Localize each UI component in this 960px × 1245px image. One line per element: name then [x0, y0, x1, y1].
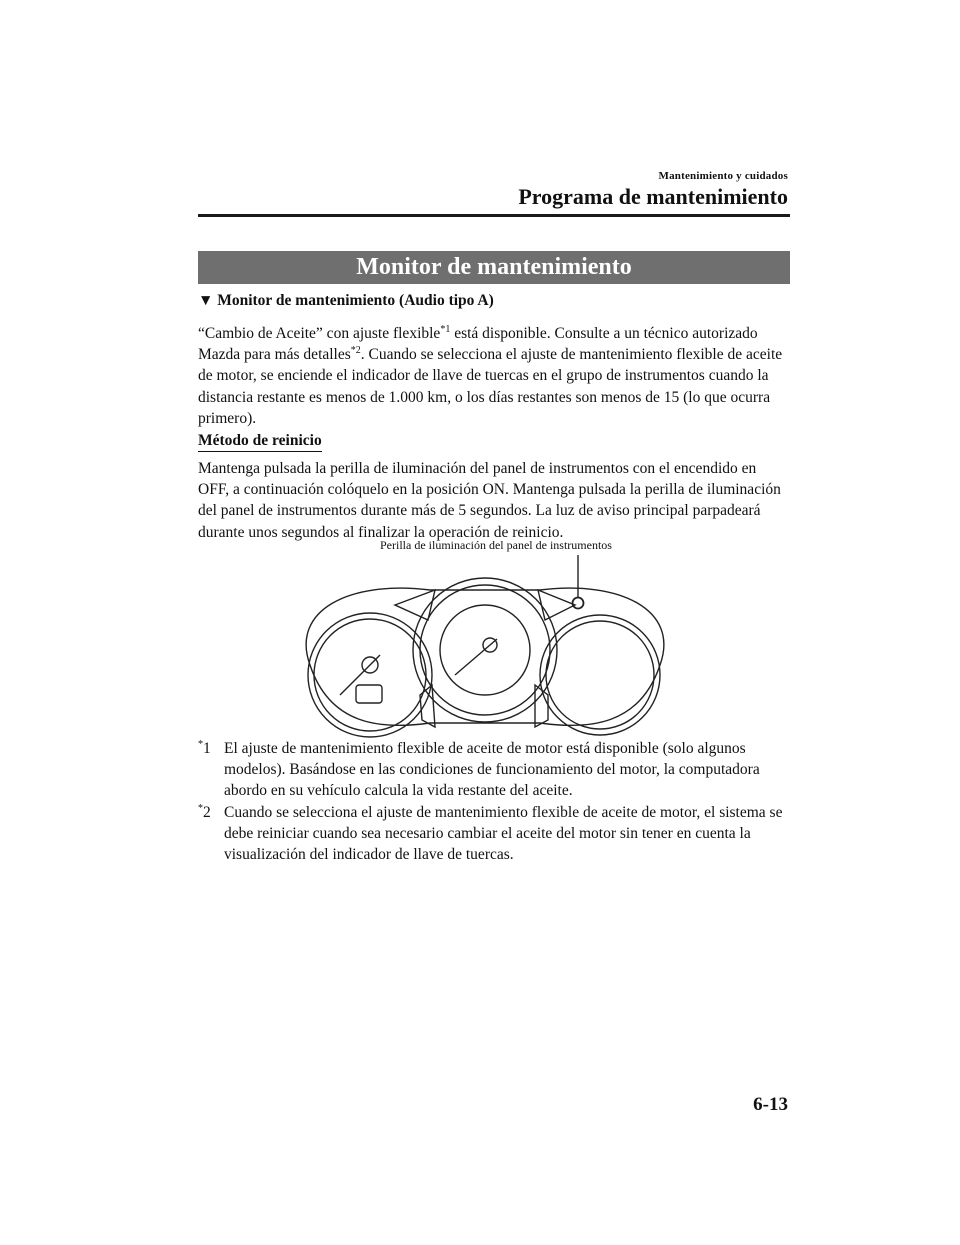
subsection-heading: ▼ Monitor de mantenimiento (Audio tipo A): [198, 292, 494, 309]
page-number: 6-13: [753, 1094, 788, 1115]
reset-method-heading: Método de reinicio: [198, 432, 322, 452]
paragraph-text-2: está disponible. Consulte a un técnico autorizado Mazda para más detalles: [198, 325, 758, 364]
header-divider: [198, 214, 790, 217]
diagram-callout-label: Perilla de iluminación del panel de instrumentos: [380, 538, 612, 552]
reset-method-paragraph: Mantenga pulsada la perilla de iluminación del panel de instrumentos con el encendido en OFF, a continuación colóquelo en la posición ON. Mantenga pulsada la perilla de iluminación del panel de instrumentos durante más de 5 segundos. La luz de aviso principal parpadeará durante unos segundos al finalizar la operación de reinicio.: [198, 460, 781, 541]
footnote-1-text: El ajuste de mantenimiento flexible de aceite de motor está disponible (solo algunos modelos). Basándose en las condiciones de funcionamiento del motor, la computadora abordo en su vehículo calcula la vida restante del aceite.: [224, 740, 760, 800]
intro-paragraph: [198, 323, 790, 429]
footnote-2-text: Cuando se selecciona el ajuste de mantenimiento flexible de aceite de motor, el sistema se debe reiniciar cuando sea necesario cambiar el aceite del motor sin tener en cuenta la visualización del indicador de llave de tuercas.: [224, 804, 783, 864]
chapter-title: Programa de mantenimiento: [518, 184, 788, 209]
illumination-knob: [573, 598, 584, 609]
right-gauge: [540, 615, 660, 735]
footnote-ref-2: *2: [350, 345, 361, 357]
warning-light-right-top: [538, 590, 575, 620]
footnote-2-asterisk: *: [198, 802, 203, 814]
cluster-housing: [306, 588, 664, 725]
footnote-2: [198, 802, 790, 866]
paragraph-text-1: “Cambio de Aceite” con ajuste flexible: [198, 325, 441, 342]
footnote-1: [198, 738, 790, 802]
warning-light-right-bottom: [535, 685, 548, 727]
footnote-2-number: 2: [203, 804, 211, 821]
instrument-cluster-diagram: [290, 555, 680, 740]
section-banner: Monitor de mantenimiento: [198, 251, 790, 284]
footnote-1-number: 1: [203, 740, 211, 757]
footnote-1-asterisk: *: [198, 738, 203, 750]
header-section-label: Mantenimiento y cuidados: [658, 170, 788, 182]
left-gauge: [308, 613, 432, 737]
footnote-ref-1: *1: [440, 323, 451, 335]
warning-light-left-bottom: [420, 685, 435, 727]
paragraph-text-3: . Cuando se selecciona el ajuste de mantenimiento flexible de aceite de motor, se enciende el indicador de llave de tuercas en el grupo de instrumentos cuando la distancia restante es menos de 1.000 km, o los días restantes son menos de 15 (lo que ocurra primero).: [198, 346, 783, 427]
